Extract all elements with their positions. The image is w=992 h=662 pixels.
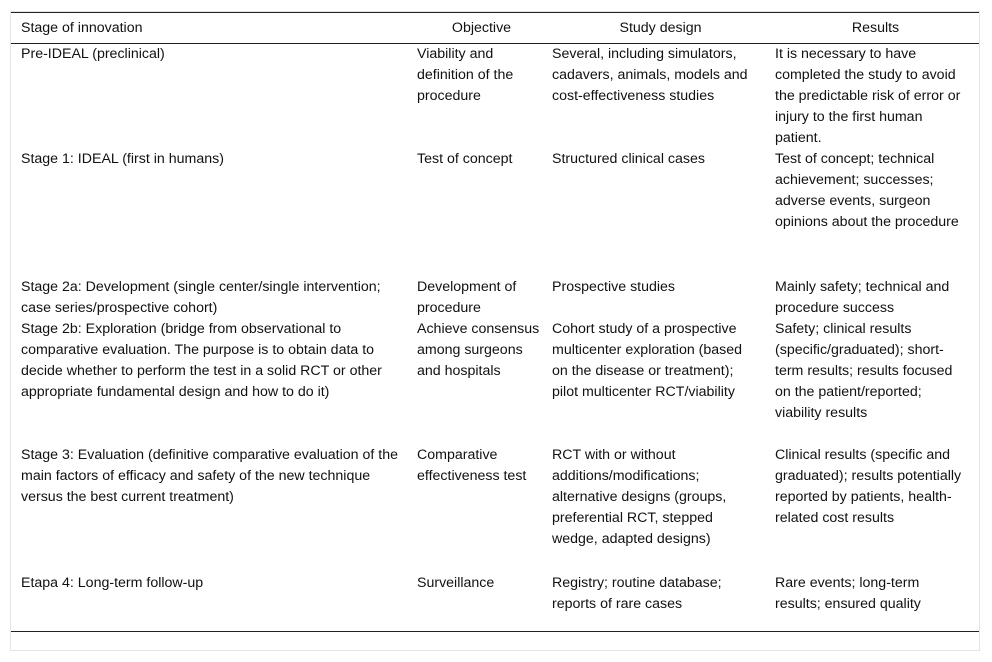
cell-objective: Development of procedure xyxy=(417,279,517,316)
table-header-row xyxy=(11,13,979,44)
header-objective: Objective xyxy=(414,13,549,44)
cell-objective: Achieve consensus among surgeons and hospitals xyxy=(417,321,540,379)
table-row xyxy=(11,44,979,150)
cell-results: Mainly safety; technical and procedure success xyxy=(775,279,950,316)
cell-study-design: Prospective studies xyxy=(552,279,676,295)
header-results: Results xyxy=(772,13,979,44)
table-row xyxy=(11,319,979,445)
cell-study-design: Registry; routine database; reports of rare cases xyxy=(549,573,772,632)
table-container xyxy=(10,11,980,651)
table-row xyxy=(11,277,979,319)
cell-objective: Comparative effectiveness test xyxy=(417,447,527,484)
cell-stage: Stage 2a: Development (single center/single intervention; case series/prospective cohort) xyxy=(21,279,381,316)
cell-results: Safety; clinical results (specific/graduated); short-term results; results focused on the patient/reported; viability results xyxy=(775,321,953,421)
cell-study-design: Cohort study of a prospective multicenter exploration (based on the disease or treatment); pilot multicenter RCT/viability xyxy=(552,321,743,400)
cell-stage: Stage 3: Evaluation (definitive comparative evaluation of the main factors of efficacy and safety of the new technique versus the best current treatment) xyxy=(21,447,398,505)
cell-study-design: Several, including simulators, cadavers, animals, models and cost-effectiveness studies xyxy=(552,46,748,104)
cell-results: Clinical results (specific and graduated); results potentially reported by patients, health-related cost results xyxy=(775,447,962,526)
cell-study-design: RCT with or without additions/modifications; alternative designs (groups, preferential RCT, stepped wedge, adapted designs) xyxy=(552,447,727,547)
cell-objective: Test of concept xyxy=(417,151,513,167)
table-row xyxy=(11,149,979,277)
cell-study-design: Structured clinical cases xyxy=(552,151,705,167)
cell-results: Rare events; long-term results; ensured quality xyxy=(772,573,979,632)
header-stage: Stage of innovation xyxy=(11,13,414,44)
cell-objective: Surveillance xyxy=(414,573,549,632)
innovation-stages-table xyxy=(11,12,979,632)
cell-results: Test of concept; technical achievement; successes; adverse events, surgeon opinions about the procedure xyxy=(775,151,959,230)
cell-stage: Stage 1: IDEAL (first in humans) xyxy=(21,151,224,167)
cell-stage: Etapa 4: Long-term follow-up xyxy=(11,573,414,632)
cell-stage: Stage 2b: Exploration (bridge from observational to comparative evaluation. The purpose is to obtain data to decide whether to perform the test in a solid RCT or other appropriate fundamental design and how to do it) xyxy=(21,321,382,400)
table-row xyxy=(11,445,979,573)
cell-objective: Viability and definition of the procedure xyxy=(417,46,514,104)
cell-stage: Pre-IDEAL (preclinical) xyxy=(21,46,165,62)
header-study-design: Study design xyxy=(549,13,772,44)
cell-results: It is necessary to have completed the study to avoid the predictable risk of error or injury to the first human patient. xyxy=(775,46,961,146)
table-row xyxy=(11,573,979,632)
